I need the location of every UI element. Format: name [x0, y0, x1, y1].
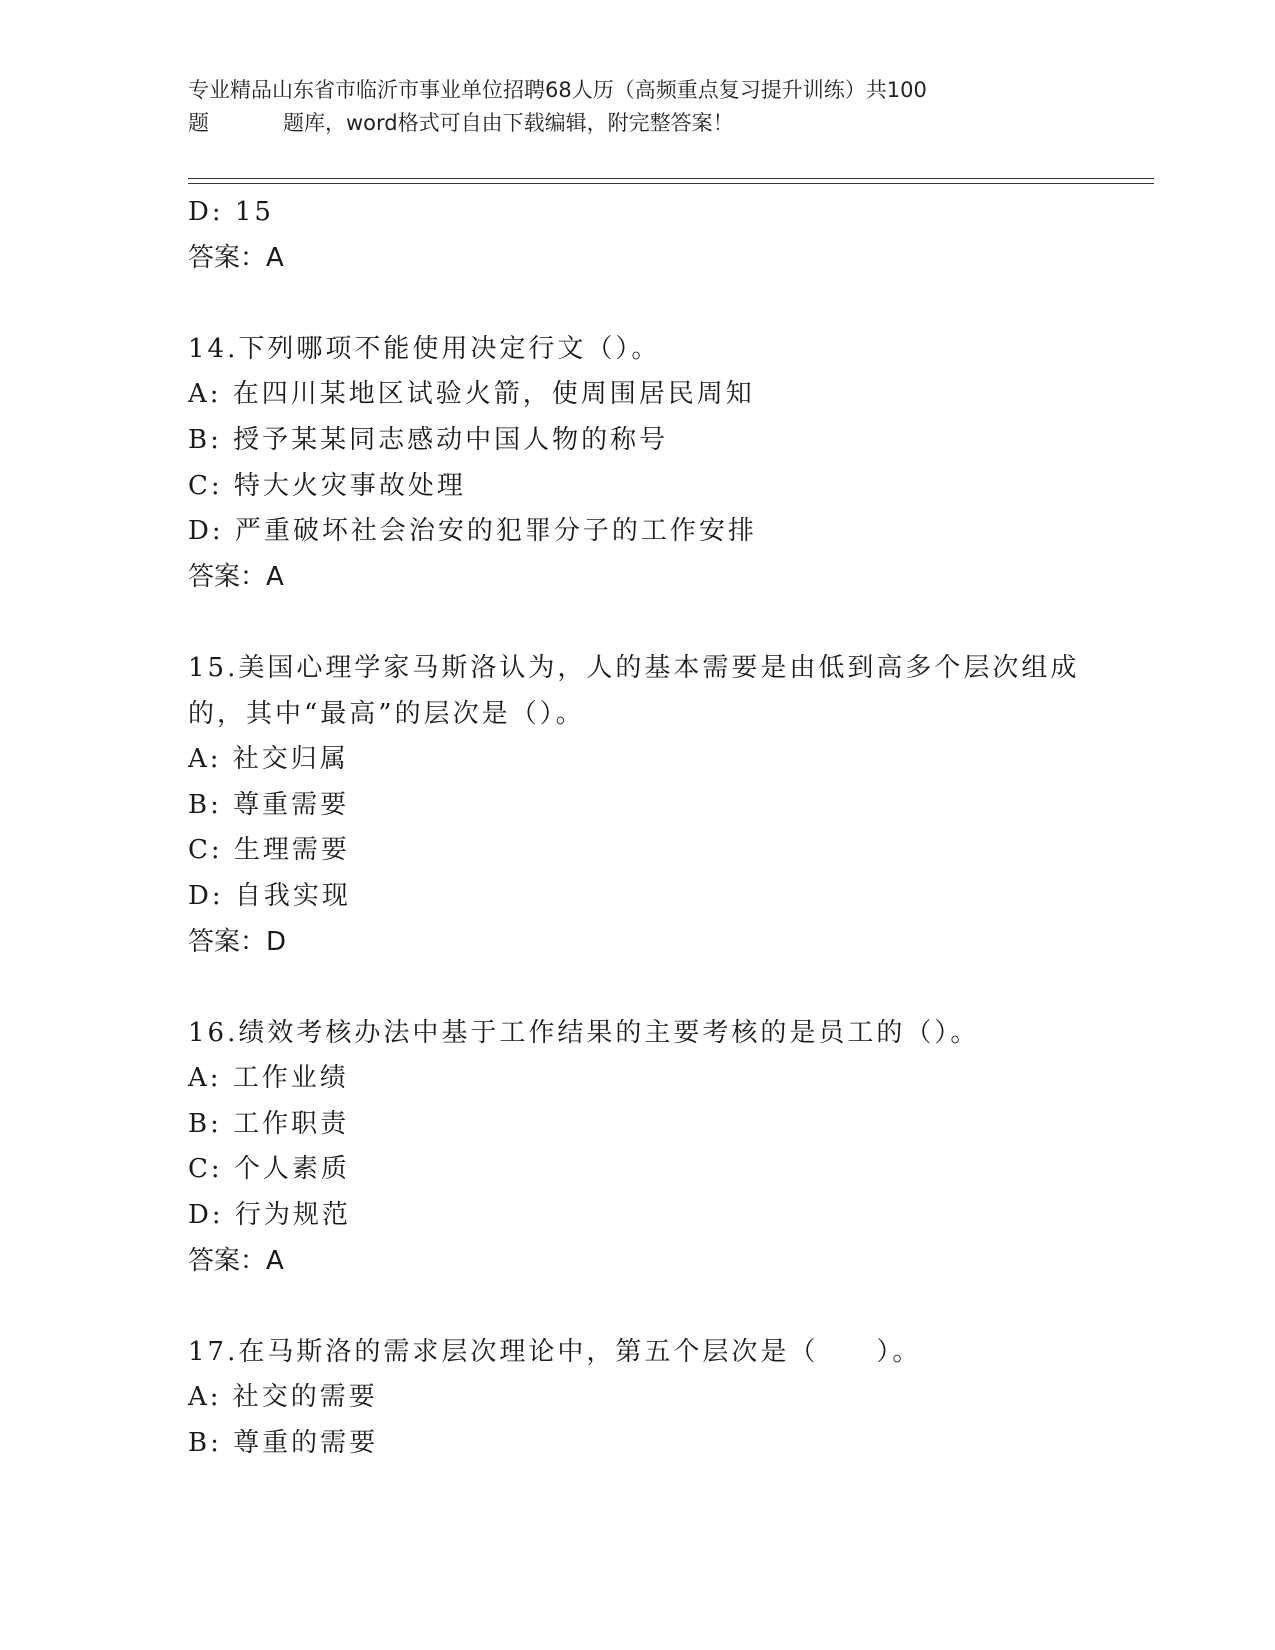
- answer: 答案：A: [188, 561, 284, 592]
- question-stem: 17.在马斯洛的需求层次理论中，第五个层次是（ ）。: [188, 1336, 922, 1367]
- question-stem: 14.下列哪项不能使用决定行文（）。: [188, 333, 661, 364]
- prev-option-d: D: 15: [188, 197, 274, 227]
- question-list: [188, 190, 1088, 1467]
- question-17: [188, 1330, 1088, 1467]
- question-stem-line1: 15.美国心理学家马斯洛认为，人的基本需要是由低到高多个层次组成: [188, 652, 1080, 683]
- header-title-line2-rest: 题库，word格式可自由下载编辑，附完整答案！: [283, 111, 734, 135]
- document-header: [188, 74, 1068, 140]
- header-divider-bottom: [188, 183, 1154, 184]
- question-14: [188, 327, 1088, 601]
- question-stem: 16.绩效考核办法中基于工作结果的主要考核的是员工的（）。: [188, 1017, 980, 1048]
- option-c: C: 个人素质: [188, 1154, 350, 1185]
- answer: 答案：A: [188, 1245, 284, 1276]
- header-title-line2-start: 题: [188, 111, 209, 135]
- header-divider-top: [188, 178, 1154, 179]
- option-a: A: 在四川某地区试验火箭，使周围居民周知: [188, 379, 755, 410]
- option-c: C: 特大火灾事故处理: [188, 470, 466, 501]
- prev-answer: 答案：A: [188, 242, 284, 273]
- option-d: D: 行为规范: [188, 1200, 351, 1231]
- question-15: [188, 646, 1088, 965]
- header-title-line2: [188, 107, 1068, 140]
- question-stem-line2: 的，其中“最高”的层次是（）。: [188, 698, 585, 729]
- question-16: [188, 1011, 1088, 1285]
- option-b: B: 授予某某同志感动中国人物的称号: [188, 424, 669, 455]
- option-d: D: 自我实现: [188, 880, 351, 911]
- option-b: B: 工作职责: [188, 1108, 350, 1139]
- header-title-line1: 专业精品山东省市临沂市事业单位招聘68人历（高频重点复习提升训练）共100: [188, 78, 927, 102]
- option-a: A: 社交的需要: [188, 1382, 378, 1413]
- option-c: C: 生理需要: [188, 835, 350, 866]
- option-a: A: 工作业绩: [188, 1063, 349, 1094]
- option-b: B: 尊重需要: [188, 789, 350, 820]
- answer: 答案：D: [188, 926, 287, 957]
- option-d: D: 严重破坏社会治安的犯罪分子的工作安排: [188, 516, 757, 547]
- option-a: A: 社交归属: [188, 744, 349, 775]
- option-b: B: 尊重的需要: [188, 1428, 379, 1459]
